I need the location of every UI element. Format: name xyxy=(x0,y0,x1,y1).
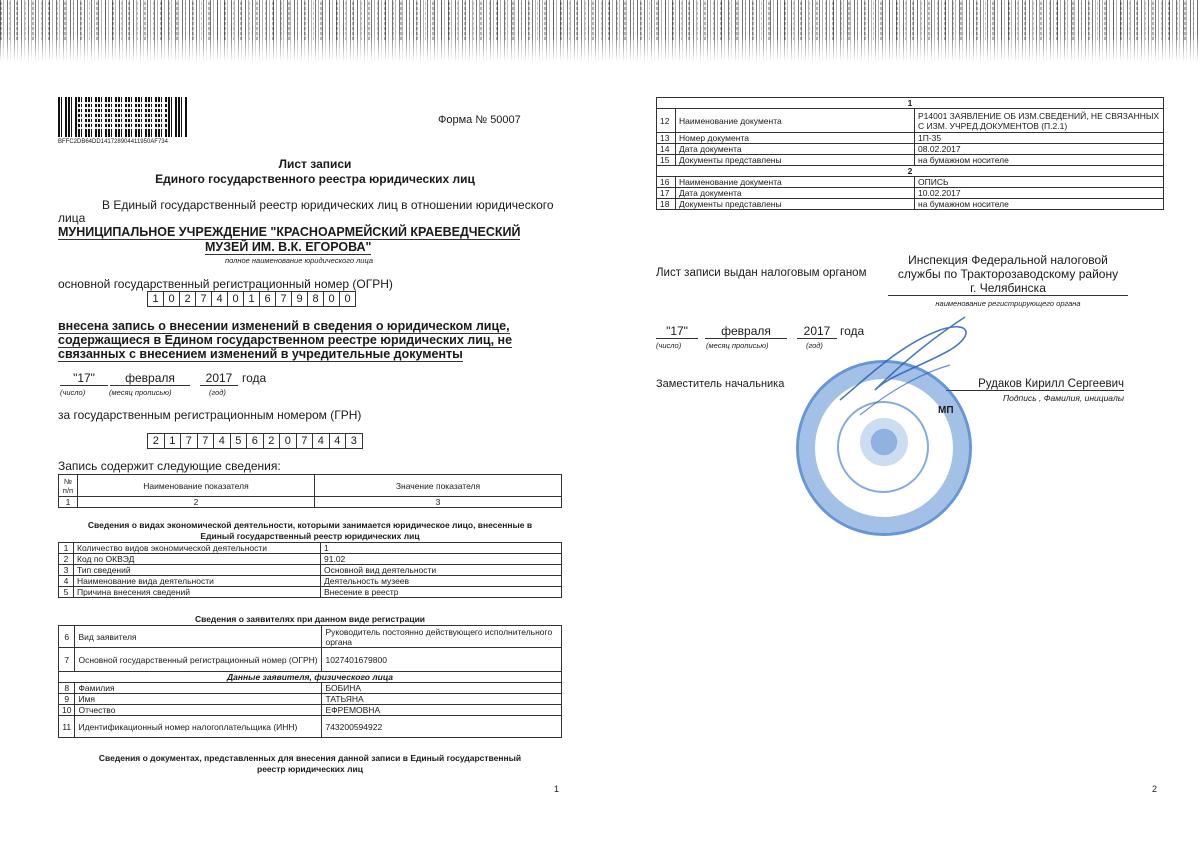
row-value: Р14001 ЗАЯВЛЕНИЕ ОБ ИЗМ.СВЕДЕНИЙ, НЕ СВЯЗАННЫХ С ИЗМ. УЧРЕД.ДОКУМЕНТОВ (П.2.1) xyxy=(915,109,1164,133)
title-line-2: Единого государственного реестра юридических лиц xyxy=(155,172,475,186)
section-docs-line-2: реестр юридических лиц xyxy=(257,764,363,774)
grn-digit: 5 xyxy=(231,434,248,448)
date-left-cap-month: (месяц прописью) xyxy=(109,388,172,397)
table-row xyxy=(657,188,1164,199)
ogrn-digit: 8 xyxy=(308,292,324,306)
ogrn-digit: 2 xyxy=(180,292,196,306)
row-name: Номер документа xyxy=(676,133,915,144)
date-right-day: "17" xyxy=(656,324,698,339)
date-left-month: февраля xyxy=(110,371,190,386)
row-value: 1П-35 xyxy=(915,133,1164,144)
row-name: Дата документа xyxy=(676,144,915,155)
grn-digit: 4 xyxy=(214,434,231,448)
row-name: Тип сведений xyxy=(74,565,321,576)
row-number: 18 xyxy=(657,199,676,210)
grn-digit: 7 xyxy=(297,434,314,448)
row-name: Количество видов экономической деятельности xyxy=(74,543,321,554)
grn-digit: 4 xyxy=(313,434,330,448)
deputy-label: Заместитель начальника xyxy=(656,378,785,390)
applicant-person-title: Данные заявителя, физического лица xyxy=(59,672,562,683)
table-row xyxy=(59,716,562,738)
row-name: Наименование документа xyxy=(676,177,915,188)
row-value: 10.02.2017 xyxy=(915,188,1164,199)
row-value: на бумажном носителе xyxy=(915,155,1164,166)
table-row xyxy=(59,587,562,598)
record-contains: Запись содержит следующие сведения: xyxy=(58,459,281,473)
applicant-table xyxy=(58,625,562,738)
table-row xyxy=(657,133,1164,144)
ogrn-digit: 1 xyxy=(148,292,164,306)
org-name-caption: полное наименование юридического лица xyxy=(225,256,374,265)
row-number: 2 xyxy=(59,554,74,565)
page-number-left: 1 xyxy=(554,784,560,794)
issued-by-caption: наименование регистрирующего органа xyxy=(935,299,1081,308)
row-value: ТАТЬЯНА xyxy=(322,694,562,705)
row-number: 7 xyxy=(59,648,75,672)
grn-digit: 3 xyxy=(350,435,357,447)
row-value: Деятельность музеев xyxy=(321,576,562,587)
row-name: Документы представлены xyxy=(676,199,915,210)
section-activity-line-2: Единый государственный реестр юридических лиц xyxy=(200,531,420,541)
header-table xyxy=(58,474,562,508)
intro-line-2: лица xyxy=(58,211,86,225)
row-name: Наименование документа xyxy=(676,109,915,133)
ogrn-digit: 4 xyxy=(212,292,228,306)
documents-group-2: 2 xyxy=(657,166,1164,177)
table-row xyxy=(59,648,562,672)
row-number: 12 xyxy=(657,109,676,133)
documents-group-1: 1 xyxy=(657,98,1164,109)
row-value: Внесение в реестр xyxy=(321,587,562,598)
grn-digit: 7 xyxy=(181,434,198,448)
table-row xyxy=(59,565,562,576)
row-name: Документы представлены xyxy=(676,155,915,166)
date-right-cap-year: (год) xyxy=(806,341,823,350)
row-number: 16 xyxy=(657,177,676,188)
row-name: Отчество xyxy=(75,705,322,716)
row-value: 743200594922 xyxy=(322,716,562,738)
row-number: 13 xyxy=(657,133,676,144)
row-number: 1 xyxy=(59,543,74,554)
row-number: 5 xyxy=(59,587,74,598)
entry-line-2: содержащиеся в Едином государственном реестре юридических лиц, не xyxy=(58,333,513,347)
row-name: Имя xyxy=(75,694,322,705)
table-row xyxy=(59,694,562,705)
row-value: Руководитель постоянно действующего исполнительного органа xyxy=(322,626,562,648)
org-name-line-1: МУНИЦИПАЛЬНОЕ УЧРЕЖДЕНИЕ "КРАСНОАРМЕЙСКИЙ КРАЕВЕДЧЕСКИЙ xyxy=(58,225,521,239)
issued-by-label: Лист записи выдан налоговым органом xyxy=(656,267,867,279)
form-number: Форма № 50007 xyxy=(438,114,521,126)
org-name-line-2: МУЗЕЙ ИМ. В.К. ЕГОРОВА" xyxy=(205,240,372,254)
documents-table xyxy=(656,97,1164,210)
row-name: Вид заявителя xyxy=(75,626,322,648)
issued-by-org-line-3: г. Челябинска xyxy=(888,281,1128,296)
table-row xyxy=(657,155,1164,166)
row-value: 91.02 xyxy=(321,554,562,565)
row-name: Наименование вида деятельности xyxy=(74,576,321,587)
table-row xyxy=(59,576,562,587)
col-value-header: Значение показателя xyxy=(315,475,562,497)
section-docs-line-1: Сведения о документах, представленных для внесения данной записи в Единый государственный xyxy=(98,753,522,763)
col-number-header: № п/п xyxy=(59,475,78,497)
table-row xyxy=(59,683,562,694)
signature-icon xyxy=(830,305,980,425)
col-name-index: 2 xyxy=(78,497,315,508)
entry-line-1: внесена запись о внесении изменений в сведения о юридическом лице, xyxy=(58,319,510,333)
section-applicants: Сведения о заявителях при данном виде регистрации xyxy=(194,614,426,624)
ogrn-digit: 0 xyxy=(344,293,351,305)
ogrn-digit: 6 xyxy=(260,292,276,306)
date-left-year-suffix: года xyxy=(242,371,267,385)
table-row xyxy=(657,109,1164,133)
row-value: 08.02.2017 xyxy=(915,144,1164,155)
grn-digit: 2 xyxy=(264,434,281,448)
row-number: 8 xyxy=(59,683,75,694)
entry-line-3: связанных с внесением изменений в учредительные документы xyxy=(58,347,463,361)
ogrn-digit: 0 xyxy=(324,292,340,306)
col-name-header: Наименование показателя xyxy=(78,475,315,497)
date-right-cap-day: (число) xyxy=(656,341,682,350)
row-name: Фамилия xyxy=(75,683,322,694)
grn-digit: 1 xyxy=(165,434,182,448)
col-value-index: 3 xyxy=(315,497,562,508)
row-name: Причина внесения сведений xyxy=(74,587,321,598)
row-number: 17 xyxy=(657,188,676,199)
ogrn-cells xyxy=(147,291,356,307)
table-row xyxy=(657,199,1164,210)
barcode xyxy=(58,97,188,137)
grn-digit: 2 xyxy=(148,434,165,448)
row-number: 11 xyxy=(59,716,75,738)
table-row xyxy=(657,144,1164,155)
grn-digit: 6 xyxy=(247,434,264,448)
table-row xyxy=(59,543,562,554)
grn-digit: 0 xyxy=(280,434,297,448)
grn-digit: 7 xyxy=(198,434,215,448)
ogrn-digit: 7 xyxy=(276,292,292,306)
issued-by-org-line-2: службы по Тракторозаводскому району xyxy=(897,267,1119,281)
ogrn-digit: 0 xyxy=(164,292,180,306)
col-number-index: 1 xyxy=(59,497,78,508)
date-right-year: 2017 xyxy=(797,324,837,339)
ogrn-digit: 9 xyxy=(292,292,308,306)
row-value: ЕФРЕМОВНА xyxy=(322,705,562,716)
date-right-month: февраля xyxy=(705,324,787,339)
table-row xyxy=(59,626,562,648)
row-value: Основной вид деятельности xyxy=(321,565,562,576)
grn-cells xyxy=(147,433,363,449)
ogrn-label: основной государственный регистрационный номер (ОГРН) xyxy=(58,277,393,291)
section-activity-line-1: Сведения о видах экономической деятельности, которыми занимается юридическое лицо, внесенные в xyxy=(87,520,533,530)
scan-noise-band xyxy=(0,0,1200,62)
issued-by-org-line-1: Инспекция Федеральной налоговой xyxy=(908,253,1108,267)
row-value: 1027401679800 xyxy=(322,648,562,672)
row-number: 10 xyxy=(59,705,75,716)
ogrn-digit: 0 xyxy=(228,292,244,306)
row-value: 1 xyxy=(321,543,562,554)
ogrn-digit: 7 xyxy=(196,292,212,306)
row-value: на бумажном носителе xyxy=(915,199,1164,210)
row-name: Основной государственный регистрационный номер (ОГРН) xyxy=(75,648,322,672)
date-left-year: 2017 xyxy=(200,371,238,386)
intro-line-1: В Единый государственный реестр юридических лиц в отношении юридического xyxy=(102,198,554,212)
date-left-cap-year: (год) xyxy=(209,388,226,397)
date-left-cap-day: (число) xyxy=(60,388,86,397)
date-left-day: "17" xyxy=(60,371,108,386)
row-name: Код по ОКВЭД xyxy=(74,554,321,565)
grn-digit: 4 xyxy=(330,434,347,448)
row-number: 4 xyxy=(59,576,74,587)
row-number: 9 xyxy=(59,694,75,705)
ogrn-digit: 1 xyxy=(244,292,260,306)
row-number: 6 xyxy=(59,626,75,648)
row-number: 15 xyxy=(657,155,676,166)
activity-table xyxy=(58,542,562,598)
row-value: БОБИНА xyxy=(322,683,562,694)
date-right-year-suffix: года xyxy=(840,324,865,338)
row-name: Идентификационный номер налогоплательщика (ИНН) xyxy=(75,716,322,738)
signer-name: Рудаков Кирилл Сергеевич xyxy=(946,378,1124,391)
table-row xyxy=(59,554,562,565)
date-right-cap-month: (месяц прописью) xyxy=(706,341,769,350)
row-number: 3 xyxy=(59,565,74,576)
row-number: 14 xyxy=(657,144,676,155)
title-line-1: Лист записи xyxy=(278,157,352,171)
barcode-text: BFFC2DB64DD141728904411950AF734 xyxy=(58,139,168,145)
table-row xyxy=(59,705,562,716)
signer-caption: Подпись , Фамилия, инициалы xyxy=(1002,393,1124,403)
grn-label: за государственным регистрационным номером (ГРН) xyxy=(58,408,362,422)
table-row xyxy=(657,177,1164,188)
mp-mark: МП xyxy=(938,405,954,416)
page-number-right: 2 xyxy=(1152,784,1158,794)
row-name: Дата документа xyxy=(676,188,915,199)
row-value: ОПИСЬ xyxy=(915,177,1164,188)
